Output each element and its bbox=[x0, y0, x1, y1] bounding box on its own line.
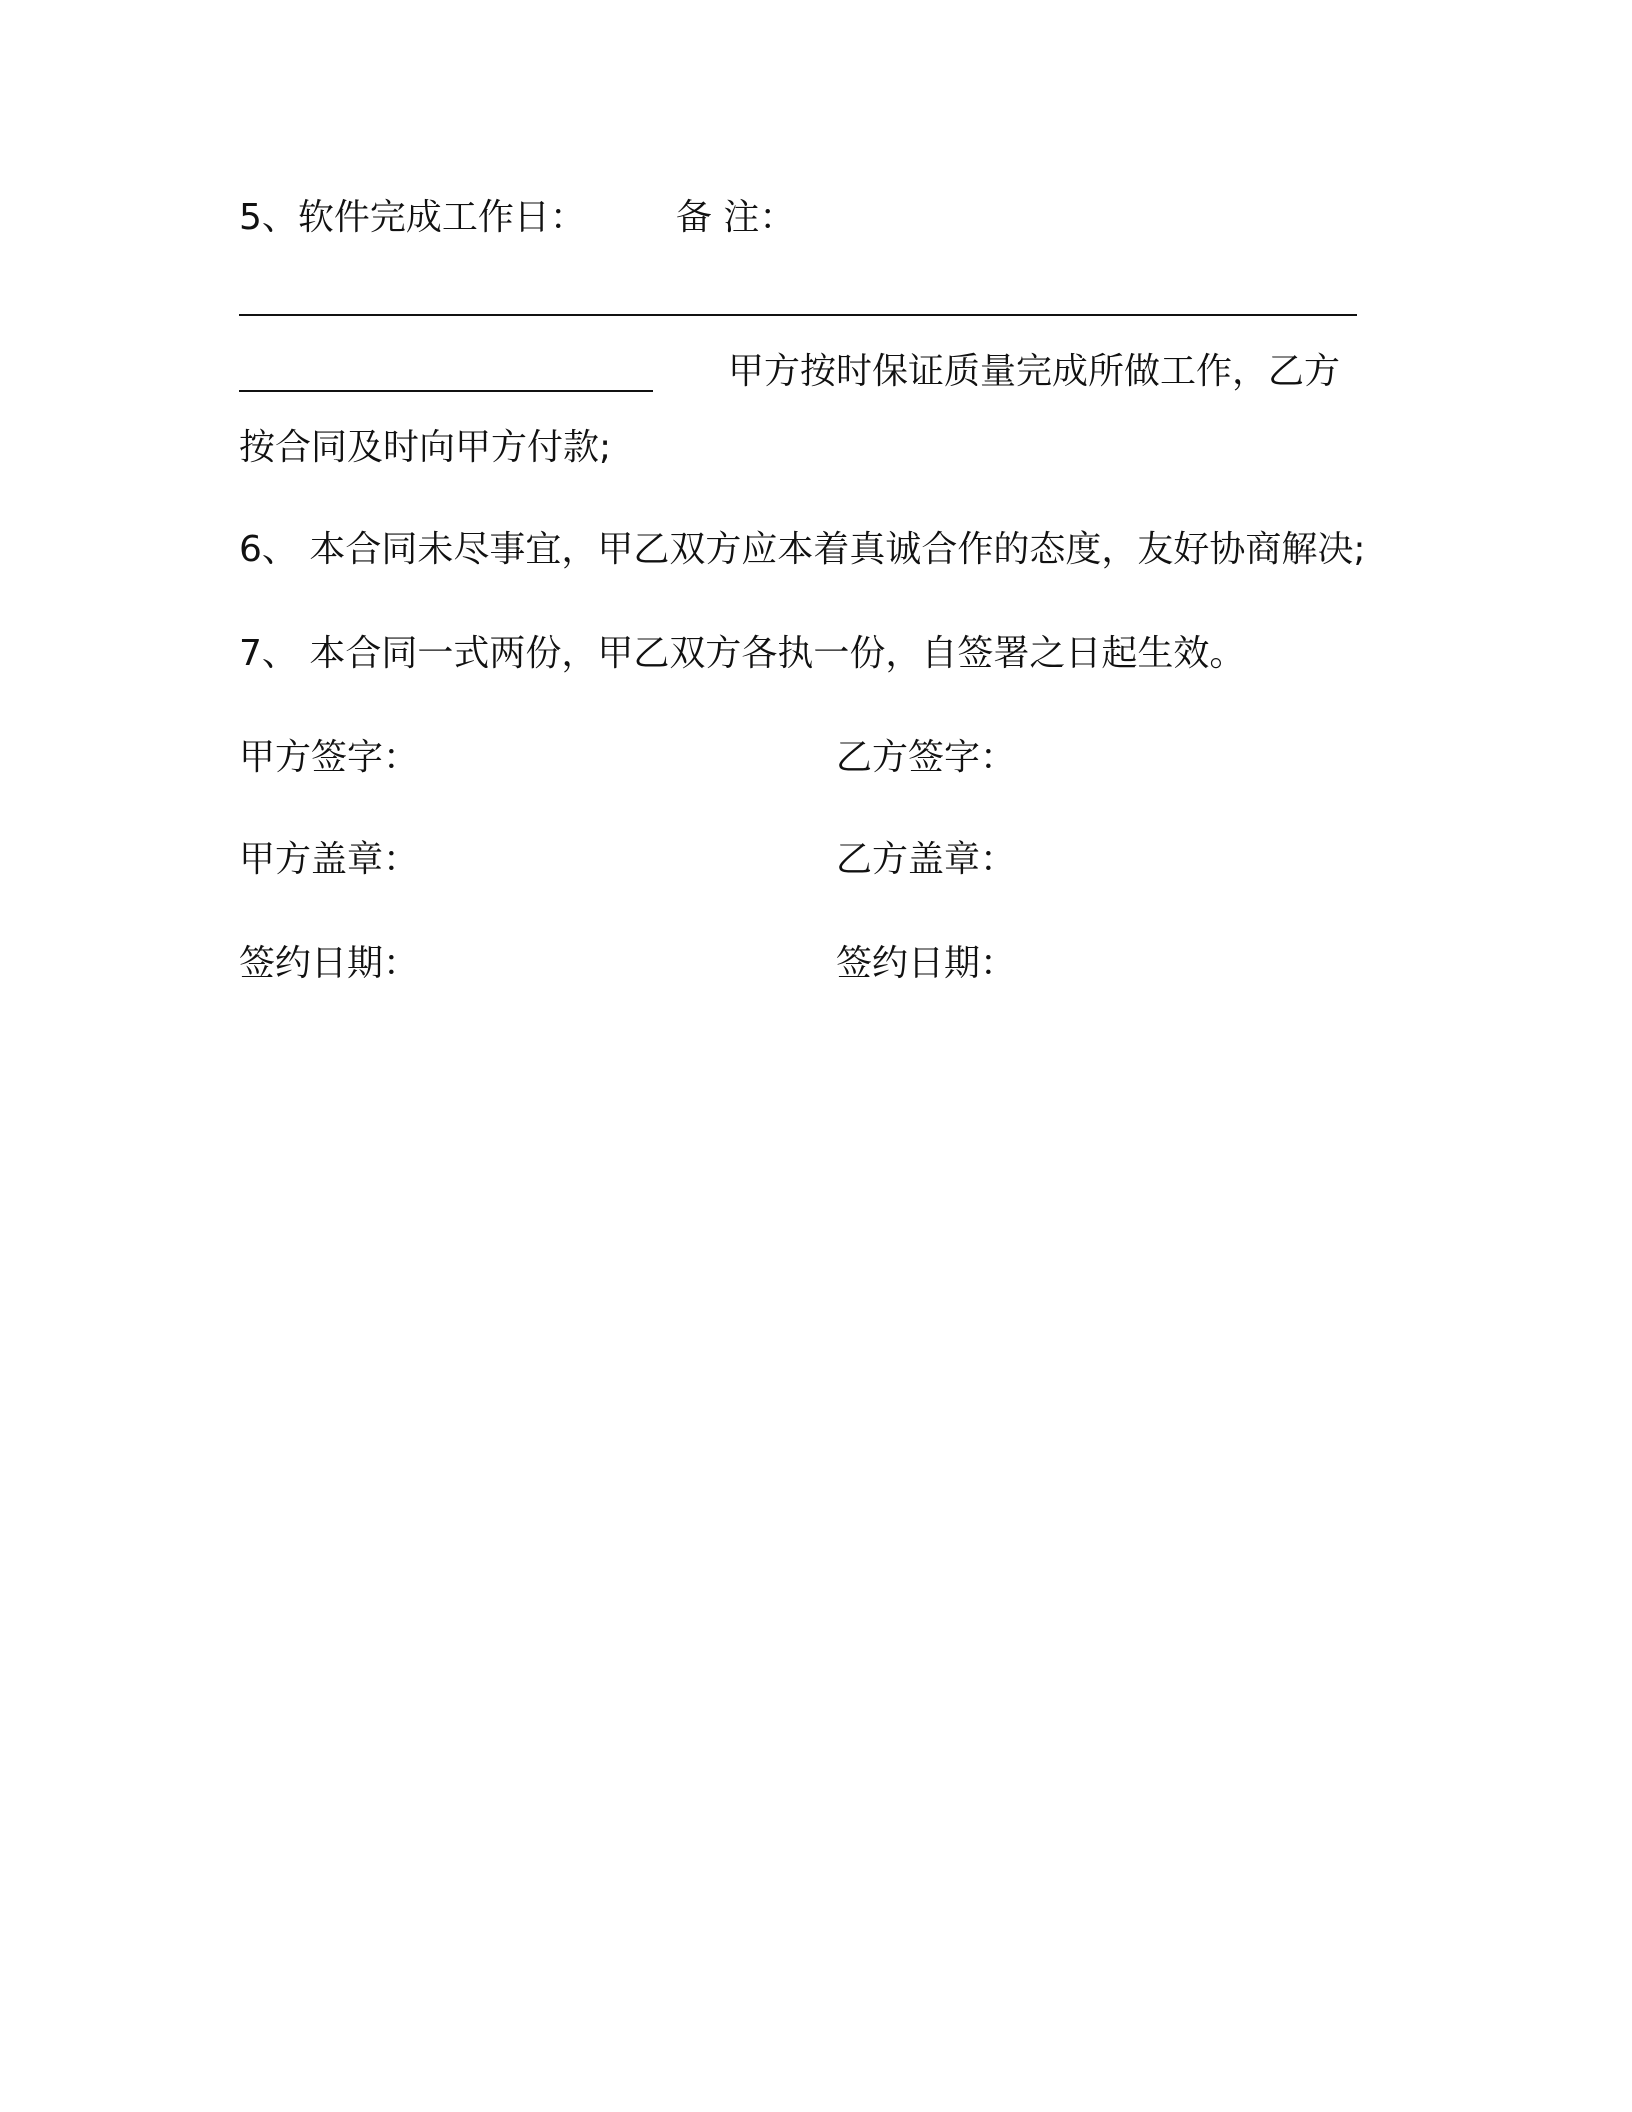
clause-5-label: 5、软件完成工作日： bbox=[239, 197, 586, 238]
blank-underline-short bbox=[239, 390, 653, 392]
clause-7: 7、 本合同一式两份，甲乙双方各执一份，自签署之日起生效。 bbox=[239, 633, 1246, 674]
clause-5-text-line1: 甲方按时保证质量完成所做工作，乙方 bbox=[728, 351, 1341, 392]
clause-5-note-label: 备 注： bbox=[675, 197, 796, 238]
blank-underline-long bbox=[239, 314, 1357, 316]
clause-6: 6、 本合同未尽事宜，甲乙双方应本着真诚合作的态度，友好协商解决; bbox=[239, 529, 1366, 570]
party-a-seal-label: 甲方盖章： bbox=[239, 839, 420, 880]
party-a-date-label: 签约日期： bbox=[239, 943, 420, 984]
party-b-date-label: 签约日期： bbox=[836, 943, 1017, 984]
clause-5-text-line2: 按合同及时向甲方付款; bbox=[239, 427, 612, 468]
party-b-seal-label: 乙方盖章： bbox=[836, 839, 1017, 880]
party-a-sign-label: 甲方签字： bbox=[239, 737, 420, 778]
clause-5-heading bbox=[239, 194, 795, 242]
party-b-sign-label: 乙方签字： bbox=[836, 737, 1017, 778]
